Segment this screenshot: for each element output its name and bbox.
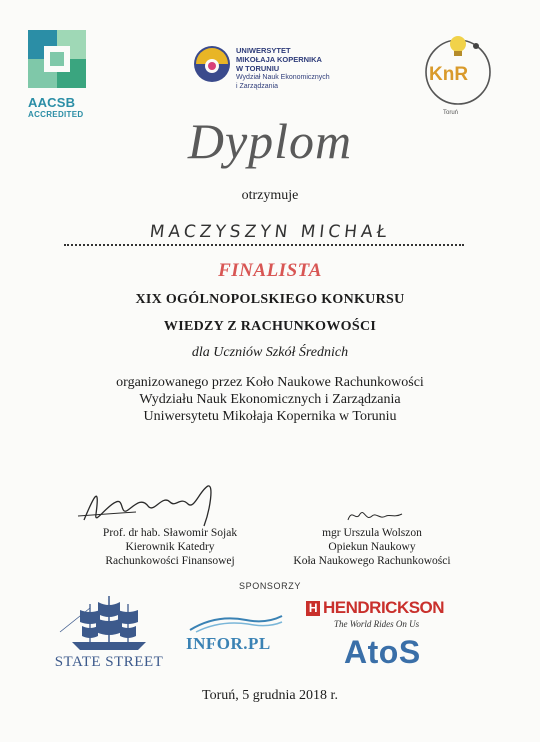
- hendrickson-tagline: The World Rides On Us: [334, 619, 420, 629]
- umk-line3: W TORUNIU: [236, 64, 280, 73]
- hendrickson-name: HENDRICKSON: [323, 598, 445, 617]
- aacsb-mark-icon: [28, 30, 86, 88]
- right-sig-line2: Opiekun Naukowy: [328, 541, 416, 553]
- knr-name: KnR: [429, 64, 469, 85]
- left-sig-line1: Prof. dr hab. Sławomir Sojak: [102, 527, 238, 539]
- organizer-line2: Wydziału Nauk Ekonomicznych i Zarządzania: [139, 392, 401, 407]
- state-street-logo: [50, 592, 168, 676]
- recipient-name: MACZYSZYN MICHAŁ: [148, 222, 392, 242]
- umk-line5: i Zarządzania: [236, 83, 279, 90]
- sailing-ship-icon: [50, 592, 168, 654]
- umk-text: [236, 46, 330, 91]
- hendrickson-h-icon: H: [306, 601, 320, 616]
- organizer-line3: Uniwersytetu Mikołaja Kopernika w Toruniu: [143, 409, 397, 424]
- right-signature-icon: [346, 506, 406, 528]
- right-sig-line3: Koła Naukowego Rachunkowości: [293, 555, 451, 567]
- issue-date: Toruń, 5 grudnia 2018 r.: [202, 688, 338, 703]
- atos-logo: AtoS: [344, 634, 421, 670]
- knr-logo: [418, 30, 498, 116]
- left-sig-line3: Rachunkowości Finansowej: [105, 555, 235, 567]
- receives-text: otrzymuje: [241, 188, 299, 203]
- umk-line2: MIKOŁAJA KOPERNIKA: [236, 55, 322, 64]
- umk-line1: UNIWERSYTET: [236, 46, 291, 55]
- organizer-line1: organizowanego przez Koło Naukowe Rachunkowości: [116, 375, 424, 390]
- contest-line1: XIX OGÓLNOPOLSKIEGO KONKURSU: [135, 292, 405, 307]
- audience-text: dla Uczniów Szkół Średnich: [191, 345, 349, 360]
- contest-line2: WIEDZY Z RACHUNKOWOŚCI: [163, 319, 377, 334]
- infor-logo: [186, 612, 286, 656]
- umk-emblem-icon: [192, 44, 232, 84]
- aacsb-logo: [28, 30, 90, 119]
- knr-city: Toruń: [443, 110, 459, 116]
- right-sig-line1: mgr Urszula Wolszon: [322, 527, 422, 539]
- infor-name: INFOR.PL: [186, 634, 271, 653]
- organizer-block: [0, 374, 540, 425]
- left-signatory: [70, 526, 270, 568]
- diploma-title: Dyplom: [187, 113, 353, 169]
- infor-wave-icon: [186, 612, 286, 634]
- aacsb-sub: ACCREDITED: [28, 110, 84, 119]
- sponsors-heading: SPONSORZY: [239, 581, 301, 591]
- state-street-name: STATE STREET: [54, 654, 164, 670]
- umk-line4: Wydział Nauk Ekonomicznych: [236, 74, 330, 81]
- right-signatory: [262, 526, 482, 568]
- award-title: FINALISTA: [218, 260, 322, 281]
- hendrickson-wordmark: [306, 598, 472, 618]
- hendrickson-logo: [306, 598, 472, 629]
- left-sig-line2: Kierownik Katedry: [125, 541, 215, 553]
- aacsb-name: AACSB: [28, 95, 76, 110]
- umk-logo: [190, 40, 370, 96]
